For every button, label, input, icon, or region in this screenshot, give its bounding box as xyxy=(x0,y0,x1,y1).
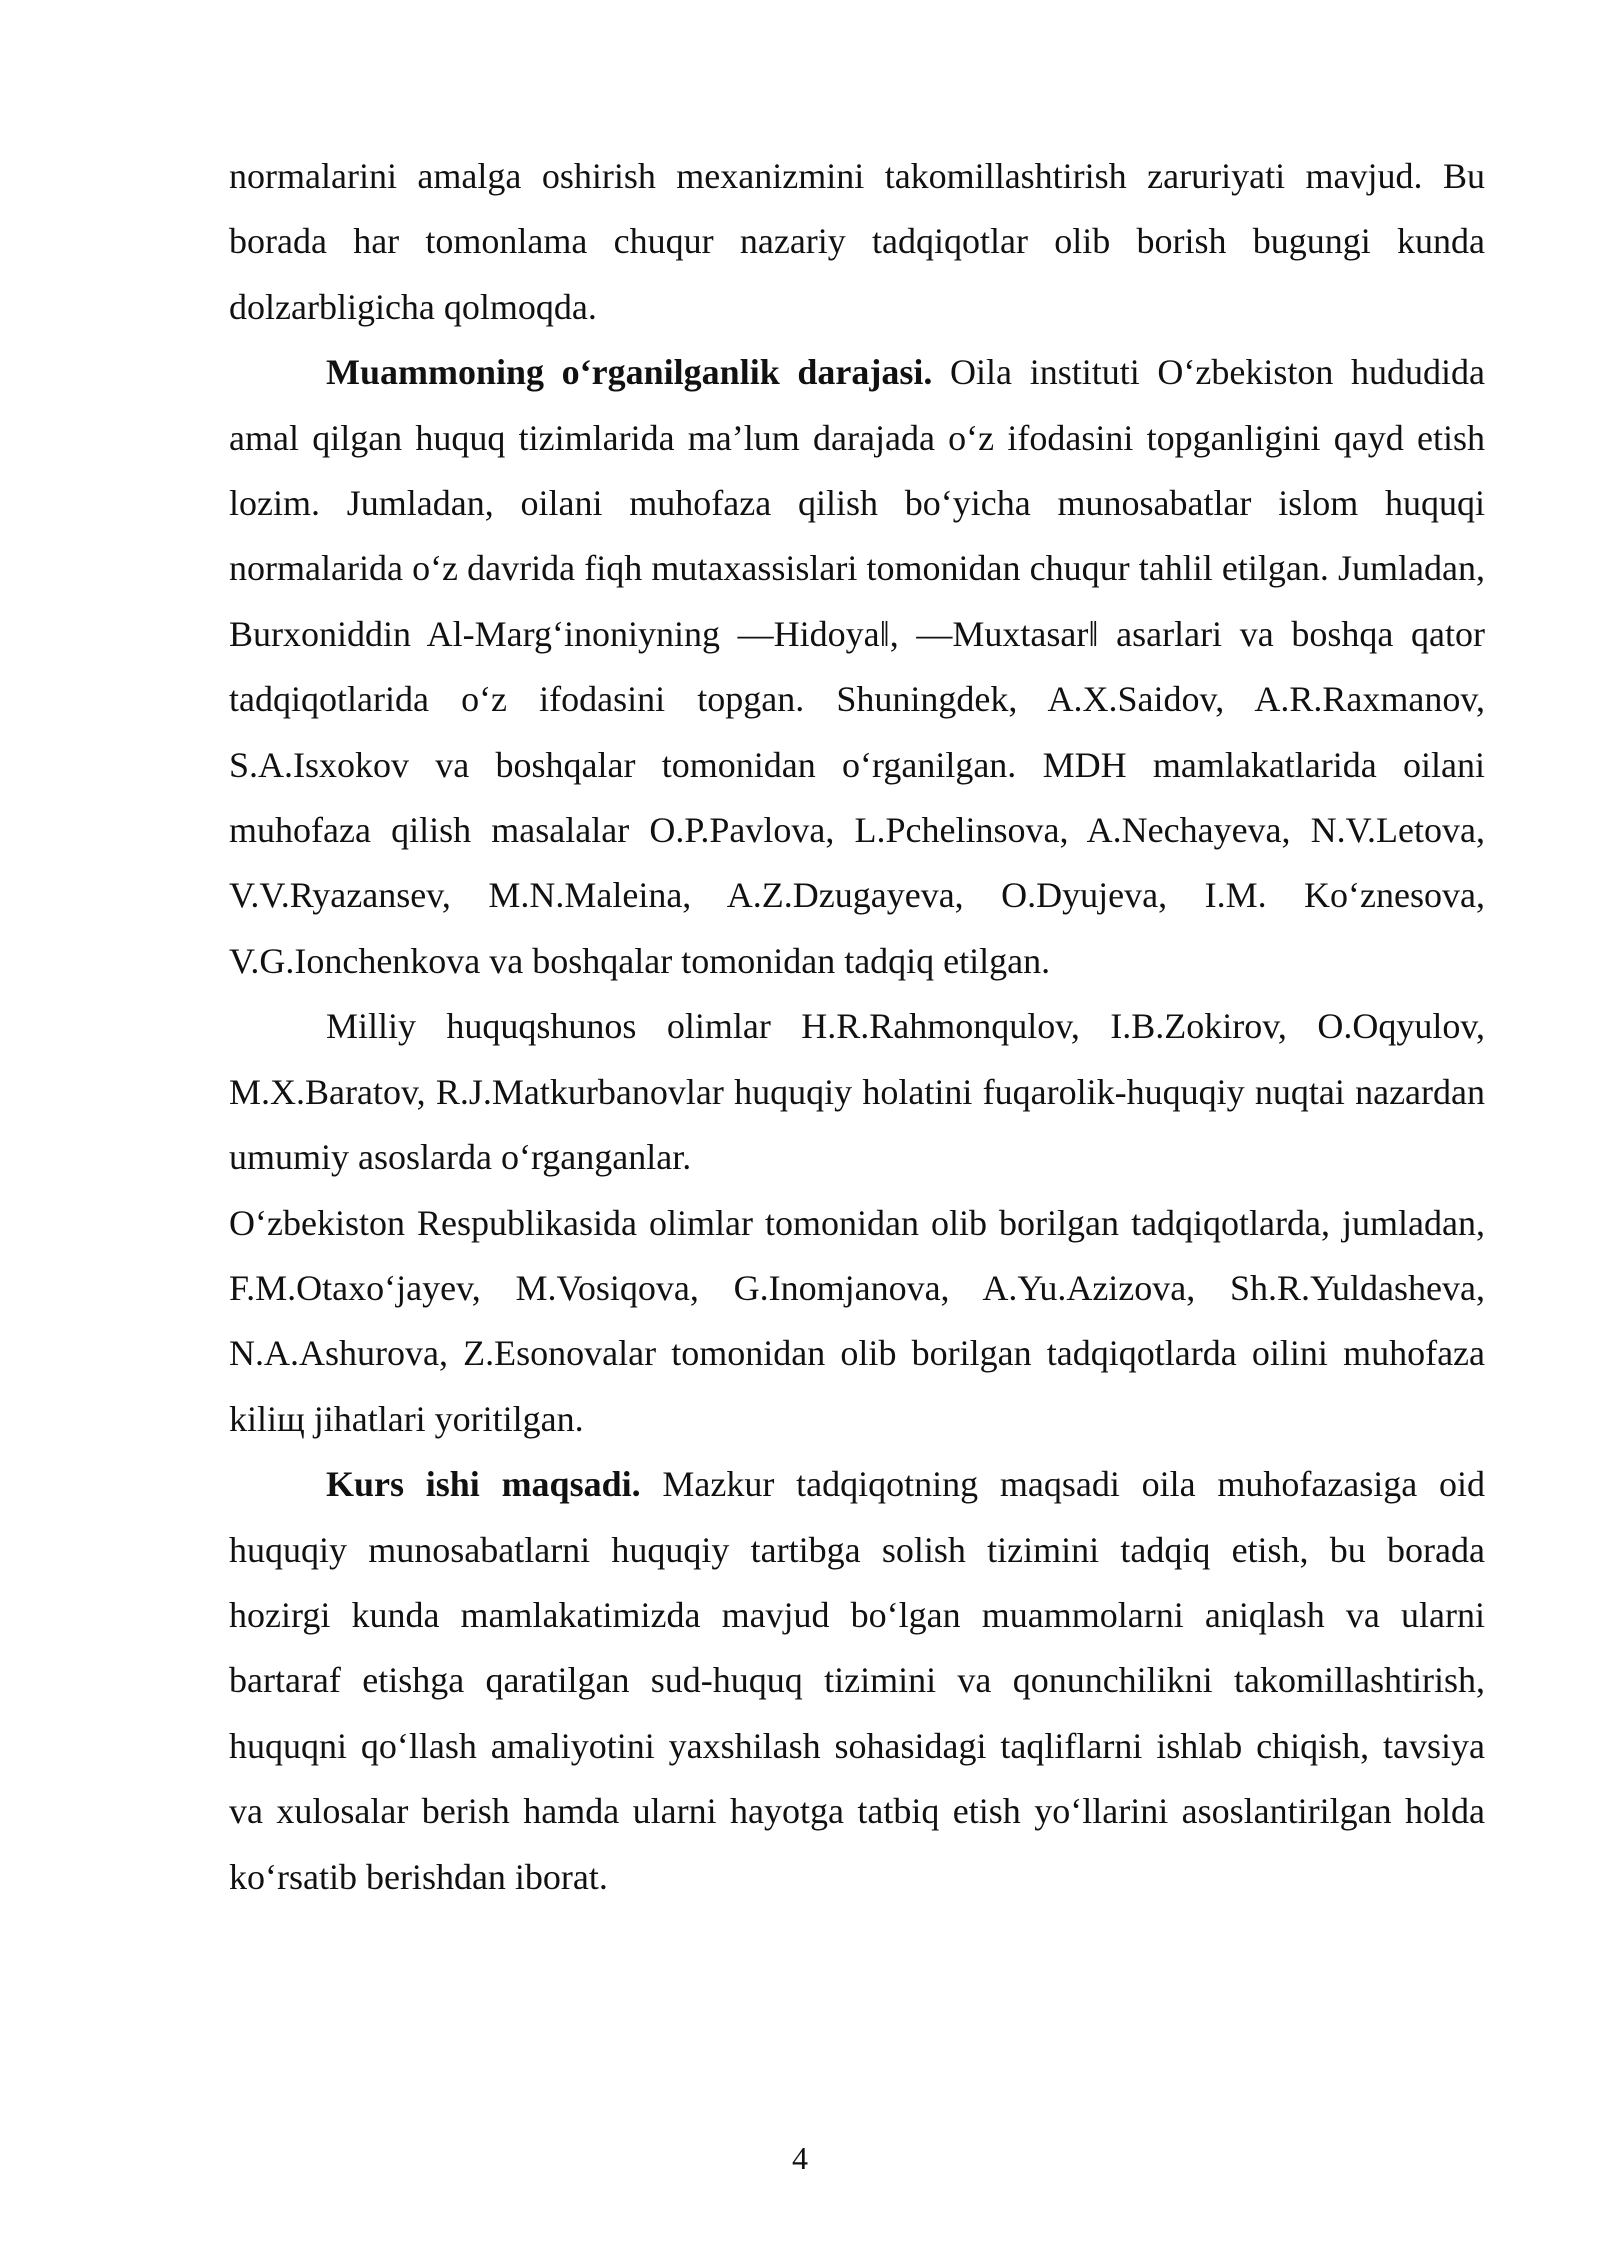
paragraph-text: Milliy huquqshunos olimlar H.R.Rahmonqulov, I.B.Zokirov, O.Oqyulov, M.X.Baratov, R.J.Matkurbanovlar huquqiy holatini fuqarolik-huquqiy nuqtai nazardan umumiy asoslarda o‘rganganlar. xyxy=(229,1006,1485,1178)
paragraph-course-goal xyxy=(229,1452,1485,1910)
paragraph-text: normalarini amalga oshirish mexanizmini takomillashtirish zaruriyati mavjud. Bu borada har tomonlama chuqur nazariy tadqiqotlar olib borish bugungi kunda dolzarbligicha qolmoqda. xyxy=(229,156,1485,327)
page-number: 4 xyxy=(792,2140,808,2176)
paragraph-text: Oila instituti O‘zbekiston hududida amal qilgan huquq tizimlarida ma’lum darajada o‘z ifodasini topganligini qayd etish lozim. Jumladan, oilani muhofaza qilish bo‘yicha munosabatlar islom huquqi normalarida o‘z davrida fiqh mutaxassislari tomonidan chuqur tahlil etilgan. Jumladan, Burxoniddin Al-Marg‘inoniyning ―Hidoya‖, ―Muxtasar‖ asarlari va boshqa qator tadqiqotlarida o‘z ifodasini topgan. Shuningdek, A.X.Saidov, A.R.Raxmanov, S.A.Isxokov va boshqalar tomonidan o‘rganilgan. MDH mamlakatlarida oilani muhofaza qilish masalalar O.P.Pavlova, L.Pchelinsova, A.Nechayeva, N.V.Letova, V.V.Ryazansev, M.N.Maleina, A.Z.Dzugayeva, O.Dyujeva, I.M. Ko‘znesova, V.G.Ionchenkova va boshqalar tomonidan tadqiq etilgan. xyxy=(229,352,1485,981)
paragraph-national-scholars xyxy=(229,994,1485,1190)
paragraph-text: O‘zbekiston Respublikasida olimlar tomonidan olib borilgan tadqiqotlarda, jumladan, F.M.Otaxo‘jayev, M.Vosiqova, G.Inomjanova, A.Yu.Azizova, Sh.R.Yuldasheva, N.A.Ashurova, Z.Esonovalar tomonidan olib borilgan tadqiqotlarda oilini muhofaza kiliщ jihatlari yoritilgan. xyxy=(229,1202,1485,1439)
paragraph-intro-continuation xyxy=(229,144,1485,340)
document-body xyxy=(229,144,1485,1910)
paragraph-uzbekistan-research xyxy=(229,1191,1485,1453)
section-heading-course-goal: Kurs ishi maqsadi. xyxy=(326,1464,641,1505)
paragraph-research-degree xyxy=(229,340,1485,994)
paragraph-text: Mazkur tadqiqotning maqsadi oila muhofazasiga oid huquqiy munosabatlarni huquqiy tartibga solish tizimini tadqiq etish, bu borada hozirgi kunda mamlakatimizda mavjud bo‘lgan muammolarni aniqlash va ularni bartaraf etishga qaratilgan sud-huquq tizimini va qonunchilikni takomillashtirish, huquqni qo‘llash amaliyotini yaxshilash sohasidagi taqliflarni ishlab chiqish, tavsiya va xulosalar berish hamda ularni hayotga tatbiq etish yo‘llarini asoslantirilgan holda ko‘rsatib berishdan iborat. xyxy=(229,1464,1486,1897)
section-heading-research-degree: Muammoning o‘rganilganlik darajasi. xyxy=(326,352,933,393)
